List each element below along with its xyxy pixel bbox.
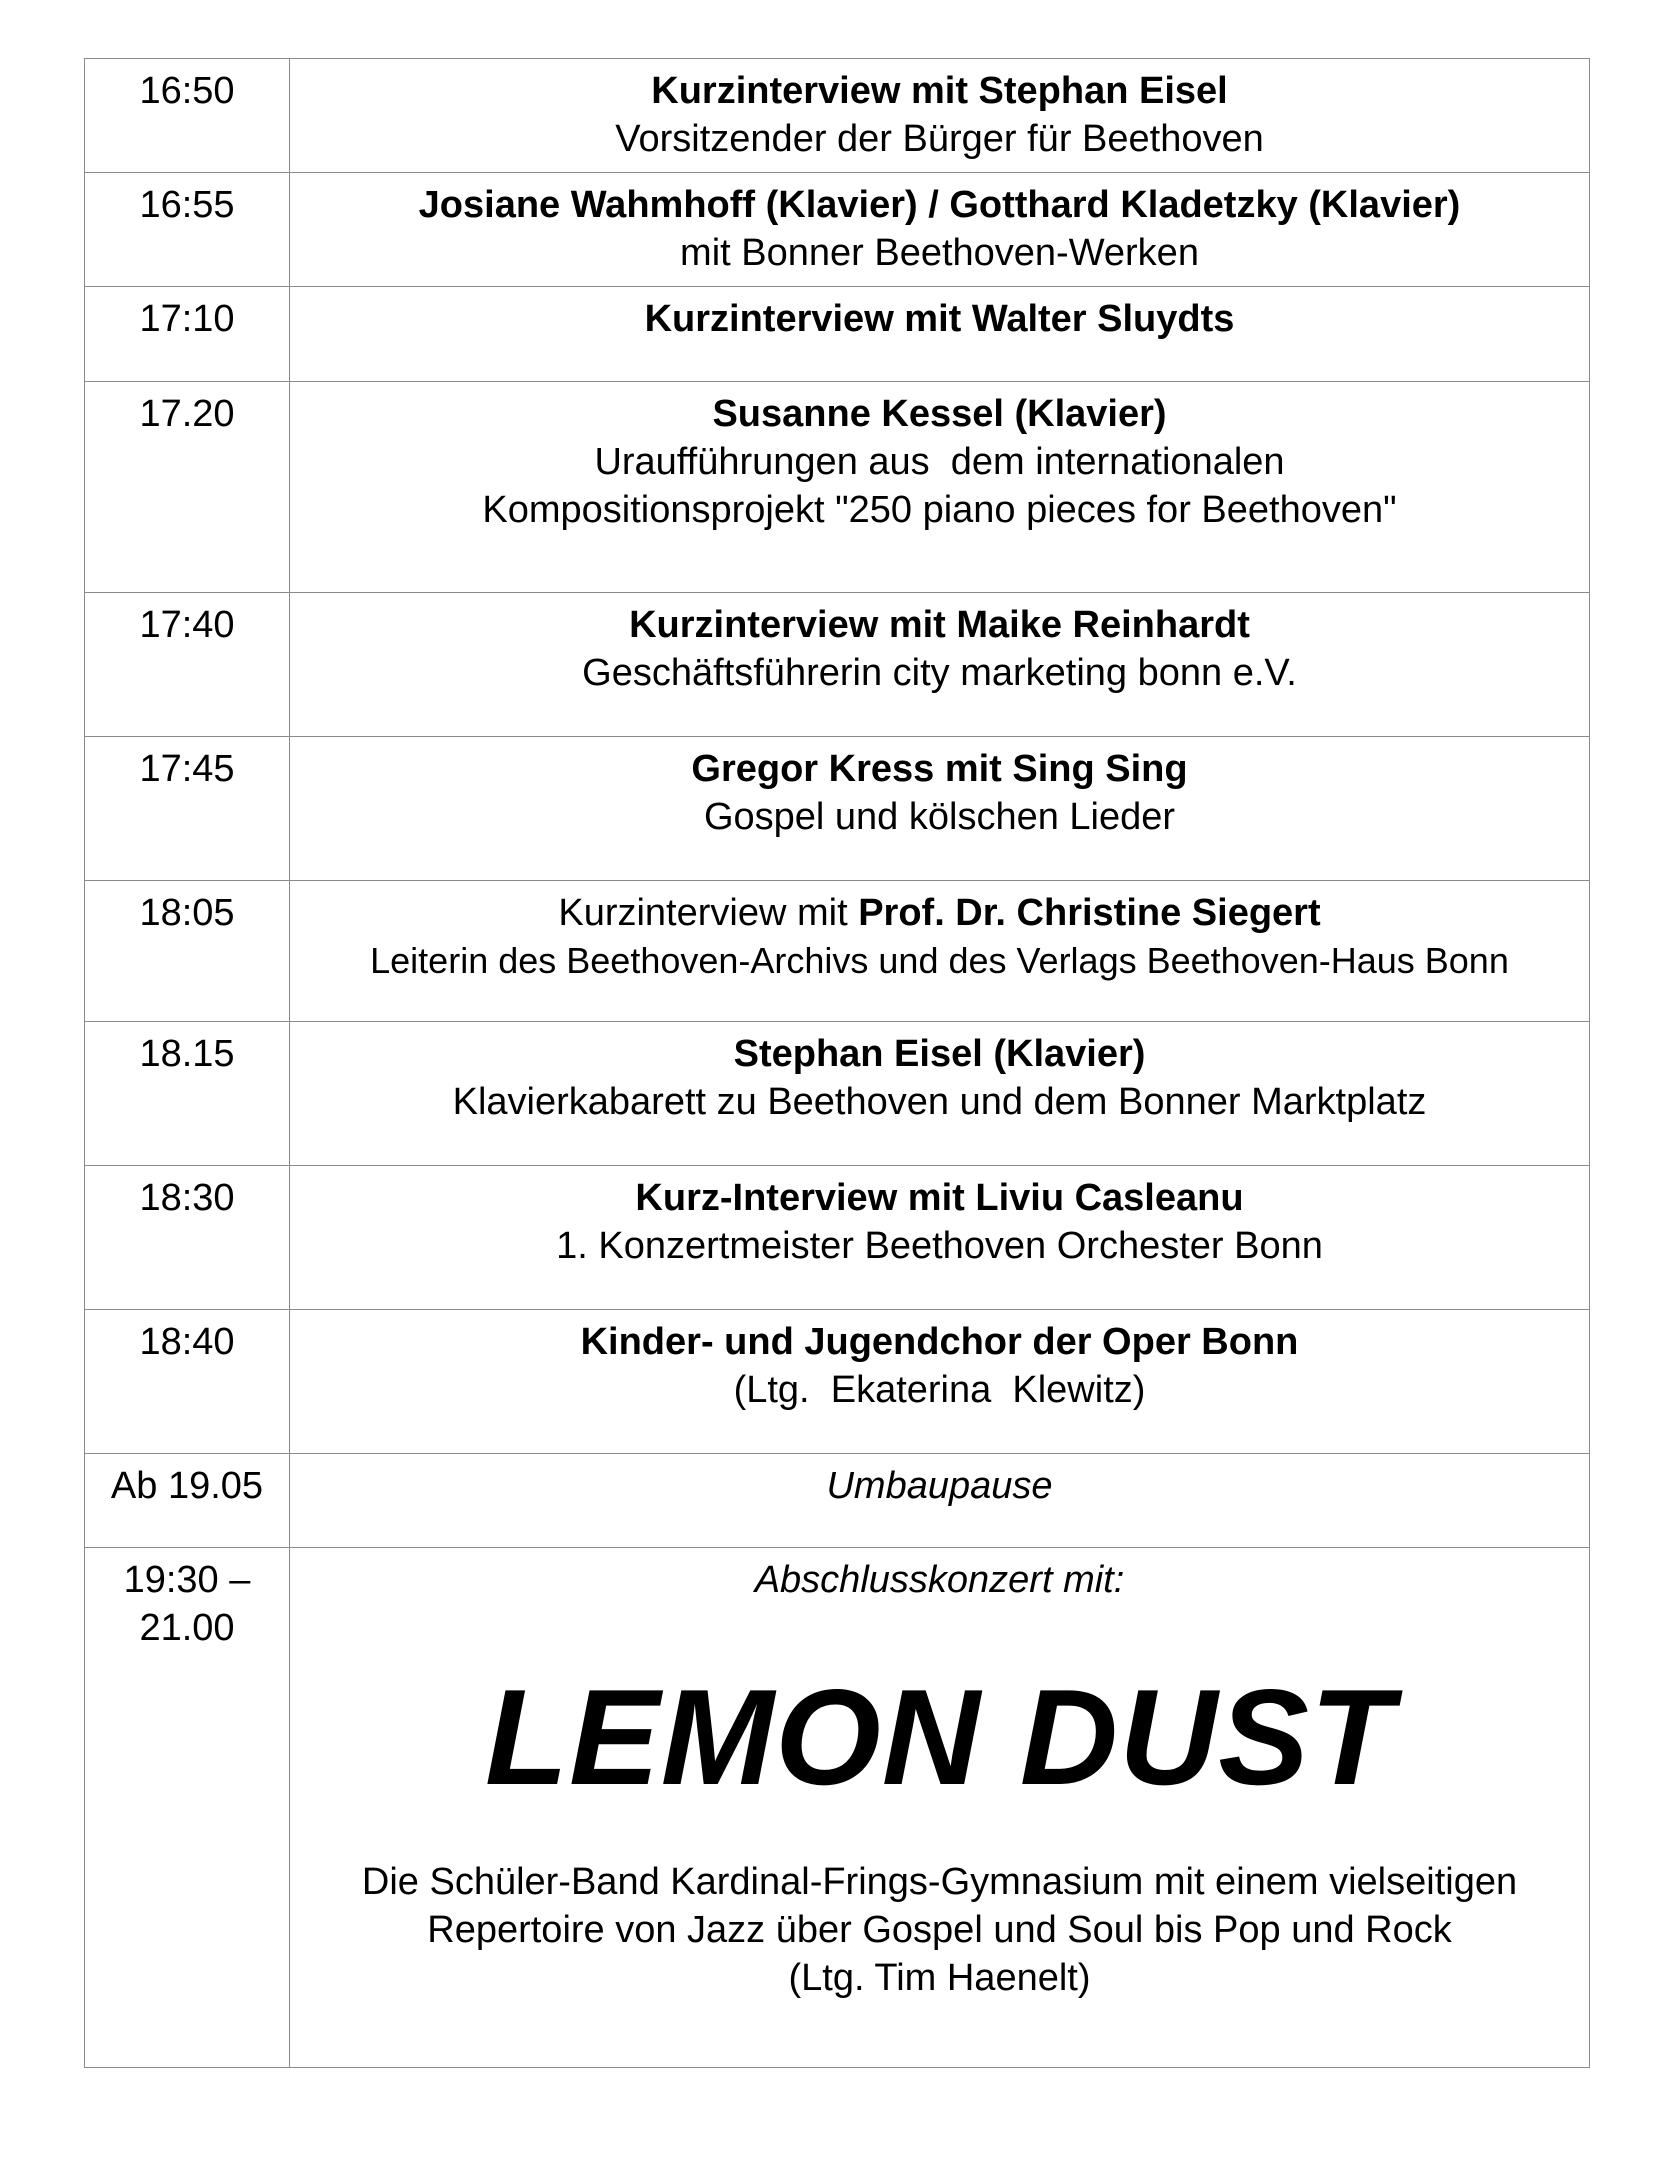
event-detail: (Ltg. Ekaterina Klewitz) bbox=[733, 1369, 1146, 1411]
event-detail: mit Bonner Beethoven-Werken bbox=[680, 232, 1199, 274]
schedule-table bbox=[84, 58, 1590, 2068]
event-cell bbox=[290, 1454, 1590, 1548]
event-title: Stephan Eisel (Klavier) bbox=[733, 1033, 1146, 1075]
schedule-row bbox=[85, 1022, 1590, 1166]
event-detail: Kompositionsprojekt "250 piano pieces for Beethoven" bbox=[482, 489, 1397, 531]
event-cell bbox=[290, 737, 1590, 881]
event-cell bbox=[290, 1166, 1590, 1310]
event-detail: Uraufführungen aus dem internationalen bbox=[594, 441, 1285, 483]
time-cell: 17:10 bbox=[85, 287, 290, 382]
event-title: Kinder- und Jugendchor der Oper Bonn bbox=[580, 1321, 1299, 1363]
band-headline: LEMON DUST bbox=[484, 1661, 1395, 1813]
schedule-row bbox=[85, 881, 1590, 1022]
event-title: Gregor Kress mit Sing Sing bbox=[691, 748, 1188, 790]
time-cell bbox=[85, 1548, 290, 2068]
time-cell: 16:50 bbox=[85, 59, 290, 173]
time-cell: 18:05 bbox=[85, 881, 290, 1022]
event-detail: Geschäftsführerin city marketing bonn e.V. bbox=[582, 652, 1297, 694]
event-cell bbox=[290, 173, 1590, 287]
schedule-row bbox=[85, 1166, 1590, 1310]
time-cell: 16:55 bbox=[85, 173, 290, 287]
schedule-row bbox=[85, 1454, 1590, 1548]
event-title: Kurzinterview mit Stephan Eisel bbox=[651, 70, 1228, 112]
event-cell bbox=[290, 382, 1590, 593]
event-note: Umbaupause bbox=[826, 1465, 1053, 1507]
time-cell: 18.15 bbox=[85, 1022, 290, 1166]
event-title: Susanne Kessel (Klavier) bbox=[712, 393, 1167, 435]
time-cell: 18:30 bbox=[85, 1166, 290, 1310]
event-cell bbox=[290, 287, 1590, 382]
event-cell bbox=[290, 593, 1590, 737]
event-title: Kurz-Interview mit Liviu Casleanu bbox=[635, 1177, 1244, 1219]
event-title: Kurzinterview mit Walter Sluydts bbox=[644, 298, 1235, 340]
event-cell bbox=[290, 59, 1590, 173]
schedule-row bbox=[85, 1548, 1590, 2068]
event-detail: Vorsitzender der Bürger für Beethoven bbox=[615, 118, 1264, 160]
event-title-prefix: Kurzinterview mit bbox=[558, 892, 859, 934]
schedule-row bbox=[85, 382, 1590, 593]
schedule-row bbox=[85, 59, 1590, 173]
event-title: Prof. Dr. Christine Siegert bbox=[858, 892, 1321, 934]
event-cell bbox=[290, 881, 1590, 1022]
event-cell bbox=[290, 1548, 1590, 2068]
time-start: 19:30 – bbox=[123, 1559, 251, 1601]
schedule-row bbox=[85, 593, 1590, 737]
event-intro: Abschlusskonzert mit: bbox=[754, 1559, 1125, 1601]
time-cell: 17.20 bbox=[85, 382, 290, 593]
time-cell: 17:45 bbox=[85, 737, 290, 881]
event-detail: (Ltg. Tim Haenelt) bbox=[788, 1957, 1091, 1999]
schedule-row bbox=[85, 737, 1590, 881]
event-cell bbox=[290, 1310, 1590, 1454]
time-cell: Ab 19.05 bbox=[85, 1454, 290, 1548]
schedule-row bbox=[85, 173, 1590, 287]
event-detail: 1. Konzertmeister Beethoven Orchester Bonn bbox=[556, 1225, 1323, 1267]
event-title-line bbox=[290, 889, 1589, 937]
event-title: Josiane Wahmhoff (Klavier) / Gotthard Kladetzky (Klavier) bbox=[418, 184, 1461, 226]
event-detail: Klavierkabarett zu Beethoven und dem Bonner Marktplatz bbox=[452, 1081, 1427, 1123]
event-detail: Gospel und kölschen Lieder bbox=[703, 796, 1176, 838]
event-detail: Repertoire von Jazz über Gospel und Soul bis Pop und Rock bbox=[427, 1909, 1452, 1951]
event-title: Kurzinterview mit Maike Reinhardt bbox=[629, 604, 1250, 646]
time-end: 21.00 bbox=[139, 1607, 235, 1649]
event-detail: Leiterin des Beethoven-Archivs und des Verlags Beethoven-Haus Bonn bbox=[370, 940, 1509, 981]
event-cell bbox=[290, 1022, 1590, 1166]
schedule-row bbox=[85, 287, 1590, 382]
schedule-row bbox=[85, 1310, 1590, 1454]
time-cell: 17:40 bbox=[85, 593, 290, 737]
time-cell: 18:40 bbox=[85, 1310, 290, 1454]
event-detail: Die Schüler-Band Kardinal-Frings-Gymnasium mit einem vielseitigen bbox=[361, 1861, 1518, 1903]
